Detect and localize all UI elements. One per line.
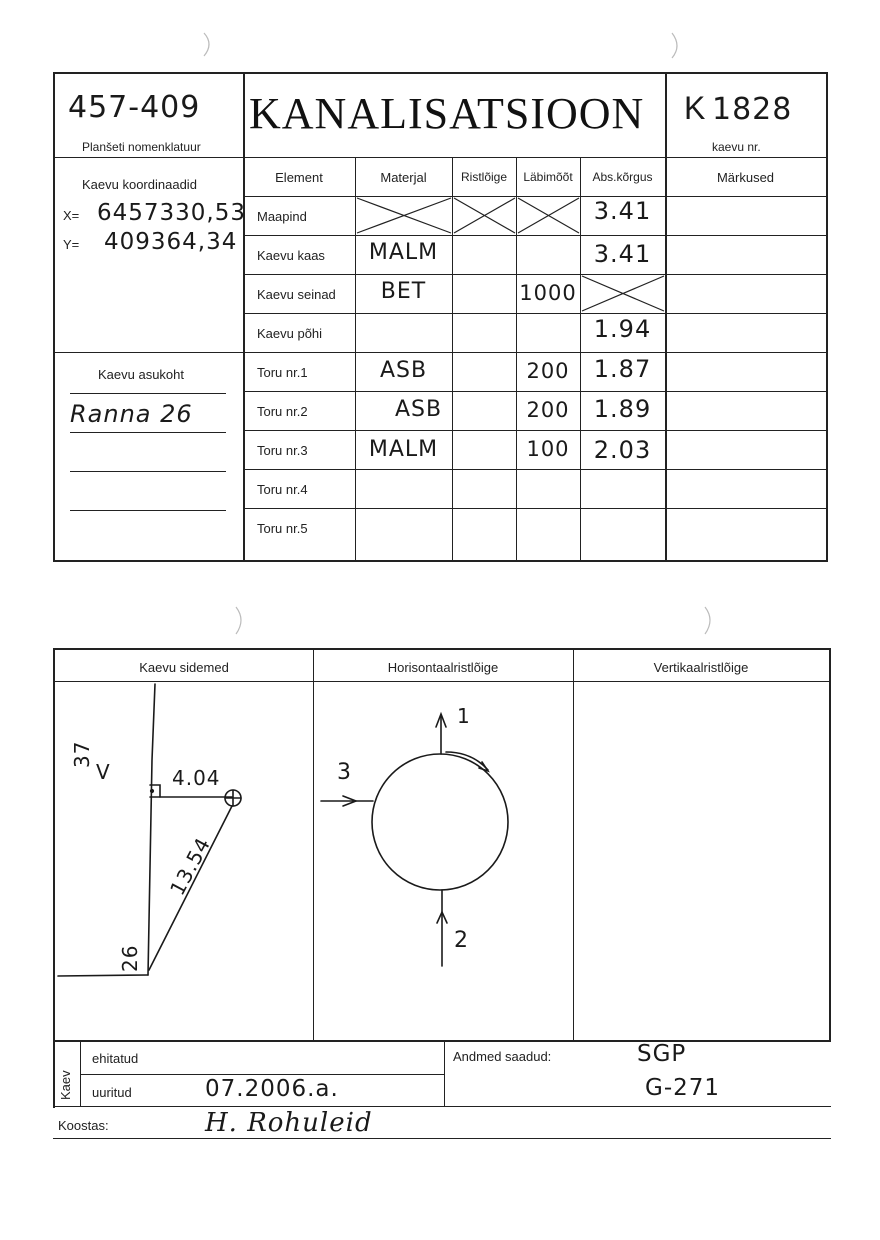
header-abs-height: Abs.kõrgus [592, 170, 653, 184]
location-value: Ranna 26 [70, 400, 193, 428]
y-value: 409364,34 [104, 229, 238, 255]
compiled-signature: H. Rohuleid [205, 1108, 373, 1138]
row-material: MALM [368, 240, 439, 265]
header-diameter: Läbimõõt [523, 170, 573, 184]
row-diameter: 1000 [519, 281, 577, 305]
well-label: kaevu nr. [712, 140, 761, 154]
diagonal-distance: 13.54 [165, 833, 216, 900]
coordinates-label: Kaevu koordinaadid [82, 177, 197, 192]
row-height: 3.41 [593, 197, 652, 225]
page-title: KANALISATSIOON [249, 89, 645, 138]
row-element: Toru nr.3 [257, 443, 308, 458]
row-material: MALM [368, 437, 439, 462]
header-material: Materjal [380, 170, 427, 185]
plan-label: Planšeti nomenklatuur [82, 140, 201, 154]
row-diameter: 100 [526, 437, 570, 461]
pipe-2-label: 2 [454, 928, 469, 953]
built-label: ehitatud [92, 1051, 139, 1066]
row-element: Kaevu kaas [257, 248, 325, 263]
col-label-connections: Kaevu sidemed [139, 660, 229, 675]
header-remarks: Märkused [716, 170, 775, 185]
data-source-value-1: SGP [637, 1041, 687, 1067]
building-letter: V [96, 760, 111, 784]
row-element: Toru nr.5 [257, 521, 308, 536]
surveyed-label: uuritud [92, 1085, 132, 1100]
row-height: 1.89 [593, 395, 652, 423]
row-element: Kaevu seinad [257, 287, 336, 302]
corner-number: 26 [118, 944, 142, 972]
y-prefix: Y= [63, 237, 80, 252]
pipe-1-label: 1 [457, 704, 471, 728]
x-value: 6457330,53 [97, 200, 247, 226]
row-element: Toru nr.4 [257, 482, 308, 497]
row-material: ASB [394, 397, 443, 422]
row-element: Toru nr.2 [257, 404, 308, 419]
data-source-label: Andmed saadud: [453, 1049, 552, 1064]
row-height: 3.41 [593, 240, 652, 268]
col-label-vertical-section: Vertikaalristlõige [653, 660, 749, 675]
col-label-horizontal-section: Horisontaalristlõige [387, 660, 499, 675]
row-material: ASB [379, 358, 428, 383]
surveyed-date: 07.2006.a. [205, 1076, 339, 1102]
row-diameter: 200 [526, 359, 570, 383]
data-source-value-2: G-271 [645, 1075, 721, 1101]
header-element: Element [275, 170, 323, 185]
pipe-3-label: 3 [337, 760, 352, 785]
offset-distance: 4.04 [172, 766, 221, 790]
well-side-label: Kaev [58, 1070, 73, 1100]
row-height: 1.87 [593, 355, 652, 383]
well-number: 1828 [712, 92, 793, 127]
row-element: Kaevu põhi [257, 326, 323, 341]
compiled-label: Koostas: [58, 1118, 109, 1133]
row-material: BET [380, 279, 427, 304]
building-number: 37 [70, 740, 94, 768]
well-number-prefix: K [684, 90, 707, 126]
plan-number: 457-409 [68, 90, 201, 125]
row-element: Toru nr.1 [257, 365, 308, 380]
row-height: 1.94 [593, 315, 652, 343]
x-prefix: X= [63, 208, 80, 223]
row-diameter: 200 [526, 398, 570, 422]
row-height: 2.03 [593, 436, 652, 464]
row-element: Maapind [257, 209, 307, 224]
location-label: Kaevu asukoht [98, 367, 185, 382]
header-cross-section: Ristlõige [460, 170, 508, 184]
